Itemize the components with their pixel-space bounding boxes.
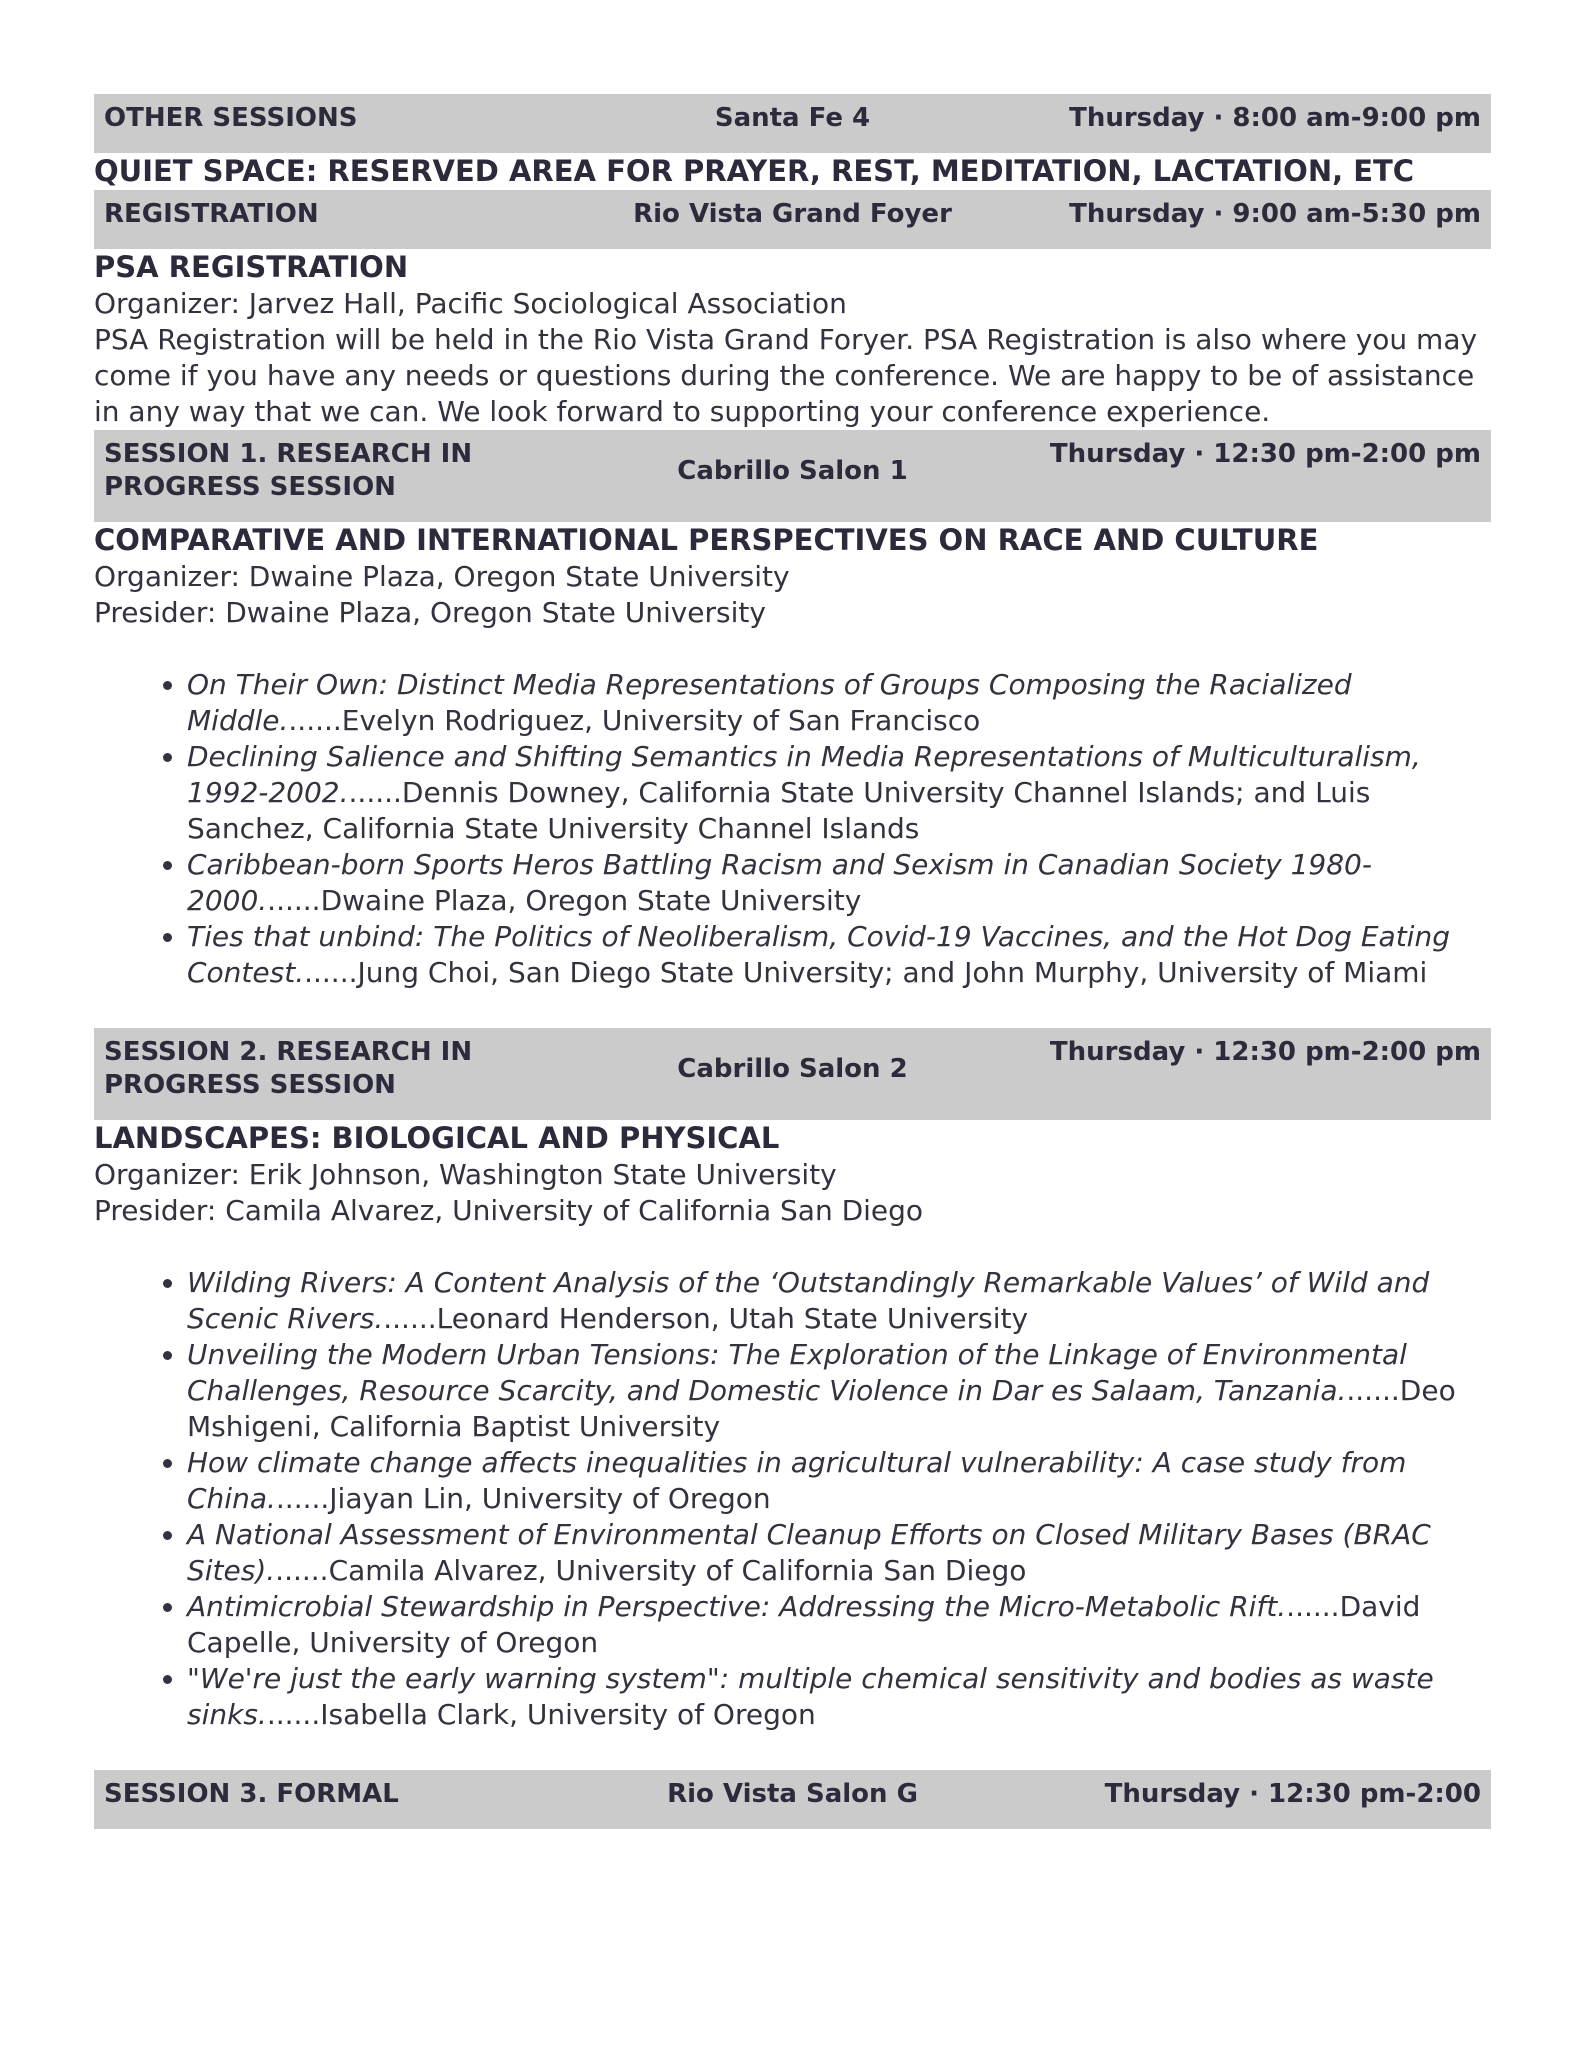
session-header-bar [94, 1028, 1491, 1120]
session-header-bar [94, 94, 1491, 153]
session-time: Thursday · 9:00 am-5:30 pm [1069, 199, 1481, 229]
paper-item [187, 919, 1491, 991]
paper-item [187, 1337, 1491, 1445]
paper-authors: ......Leonard Henderson, Utah State University [383, 1302, 1029, 1335]
paper-authors: ......Isabella Clark, University of Oregon [266, 1698, 816, 1731]
session-category: OTHER SESSIONS [104, 103, 358, 133]
session-time: Thursday · 12:30 pm-2:00 [1104, 1779, 1481, 1809]
session-room: Cabrillo Salon 1 [677, 455, 908, 486]
paper-title: Caribbean-born Sports Heros Battling Racism and Sexism in Canadian Society 1980-2000. [187, 848, 1372, 917]
paper-item [187, 847, 1491, 919]
session-room: Cabrillo Salon 2 [677, 1053, 908, 1084]
paper-authors: ......Evelyn Rodriguez, University of San Francisco [288, 704, 981, 737]
paper-title: Declining Salience and Shifting Semantics in Media Representations of Multiculturalism, 1992-2002. [187, 740, 1421, 809]
session-organizer: Organizer: Dwaine Plaza, Oregon State University [94, 560, 790, 593]
paper-title: Ties that unbind: The Politics of Neoliberalism, Covid-19 Vaccines, and the Hot Dog Eating Contest. [187, 920, 1450, 989]
paper-authors: ......Deo Mshigeni, California Baptist University [187, 1374, 1456, 1443]
session-room: Rio Vista Salon G [667, 1779, 918, 1809]
session-category: SESSION 3. FORMAL [104, 1779, 399, 1809]
session-header-bar [94, 1770, 1491, 1829]
paper-authors: ......Jung Choi, San Diego State University; and John Murphy, University of Miami [304, 956, 1428, 989]
paper-title: Antimicrobial Stewardship in Perspective: Addressing the Micro-Metabolic Rift. [187, 1590, 1287, 1623]
session-room: Santa Fe 4 [714, 103, 871, 133]
session-time: Thursday · 12:30 pm-2:00 pm [1049, 439, 1481, 469]
paper-item [187, 739, 1491, 847]
paper-title: On Their Own: Distinct Media Representations of Groups Composing the Racialized Middle. [187, 668, 1352, 737]
paper-authors: ......Jiayan Lin, University of Oregon [275, 1482, 771, 1515]
paper-title: A National Assessment of Environmental Cleanup Efforts on Closed Military Bases (BRAC Sites). [187, 1518, 1431, 1587]
session-category: SESSION 1. RESEARCH IN PROGRESS SESSION [104, 439, 473, 502]
session-time: Thursday · 8:00 am-9:00 pm [1069, 103, 1481, 133]
session-organizer: Organizer: Erik Johnson, Washington State University [94, 1158, 837, 1191]
session-title: LANDSCAPES: BIOLOGICAL AND PHYSICAL [94, 1121, 780, 1155]
paper-title: "We're just the early warning system": multiple chemical sensitivity and bodies as waste sinks. [187, 1662, 1434, 1731]
session-title: PSA REGISTRATION [94, 250, 409, 284]
paper-authors: ......Dwaine Plaza, Oregon State University [267, 884, 862, 917]
paper-title: Wilding Rivers: A Content Analysis of the ‘Outstandingly Remarkable Values’ of Wild and Scenic Rivers. [187, 1266, 1430, 1335]
session-category: SESSION 2. RESEARCH IN PROGRESS SESSION [104, 1037, 473, 1100]
session-presider: Presider: Dwaine Plaza, Oregon State University [94, 596, 766, 629]
session-header-bar [94, 190, 1491, 249]
session-title: COMPARATIVE AND INTERNATIONAL PERSPECTIVES ON RACE AND CULTURE [94, 523, 1319, 557]
session-description: PSA Registration will be held in the Rio Vista Grand Foryer. PSA Registration is also where you may come if you have any needs or questions during the conference. We are happy to be of assistance in any way that we can. We look forward to supporting your conference experience. [94, 323, 1478, 428]
paper-item [187, 1517, 1491, 1589]
paper-item [187, 1265, 1491, 1337]
session-room: Rio Vista Grand Foyer [633, 199, 952, 229]
session-time: Thursday · 12:30 pm-2:00 pm [1049, 1037, 1481, 1067]
paper-list [94, 1265, 1491, 1733]
paper-item [187, 1589, 1491, 1661]
session-category: REGISTRATION [104, 199, 319, 229]
paper-authors: ......Dennis Downey, California State University Channel Islands; and Luis Sanchez, California State University Channel Islands [187, 776, 1371, 845]
paper-list [94, 667, 1491, 991]
paper-authors: ......Camila Alvarez, University of California San Diego [275, 1554, 1027, 1587]
paper-item [187, 667, 1491, 739]
paper-authors: ......David Capelle, University of Oregon [187, 1590, 1421, 1659]
paper-item [187, 1661, 1491, 1733]
paper-title: How climate change affects inequalities in agricultural vulnerability: A case study from China. [187, 1446, 1407, 1515]
session-header-bar [94, 430, 1491, 522]
program-page [94, 94, 1491, 1829]
paper-title: Unveiling the Modern Urban Tensions: The Exploration of the Linkage of Environmental Challenges, Resource Scarcity, and Domestic Violence in Dar es Salaam, Tanzania. [187, 1338, 1407, 1407]
paper-item [187, 1445, 1491, 1517]
session-title: QUIET SPACE: RESERVED AREA FOR PRAYER, REST, MEDITATION, LACTATION, ETC [94, 154, 1415, 188]
session-presider: Presider: Camila Alvarez, University of California San Diego [94, 1194, 924, 1227]
session-organizer: Organizer: Jarvez Hall, Pacific Sociological Association [94, 287, 847, 320]
